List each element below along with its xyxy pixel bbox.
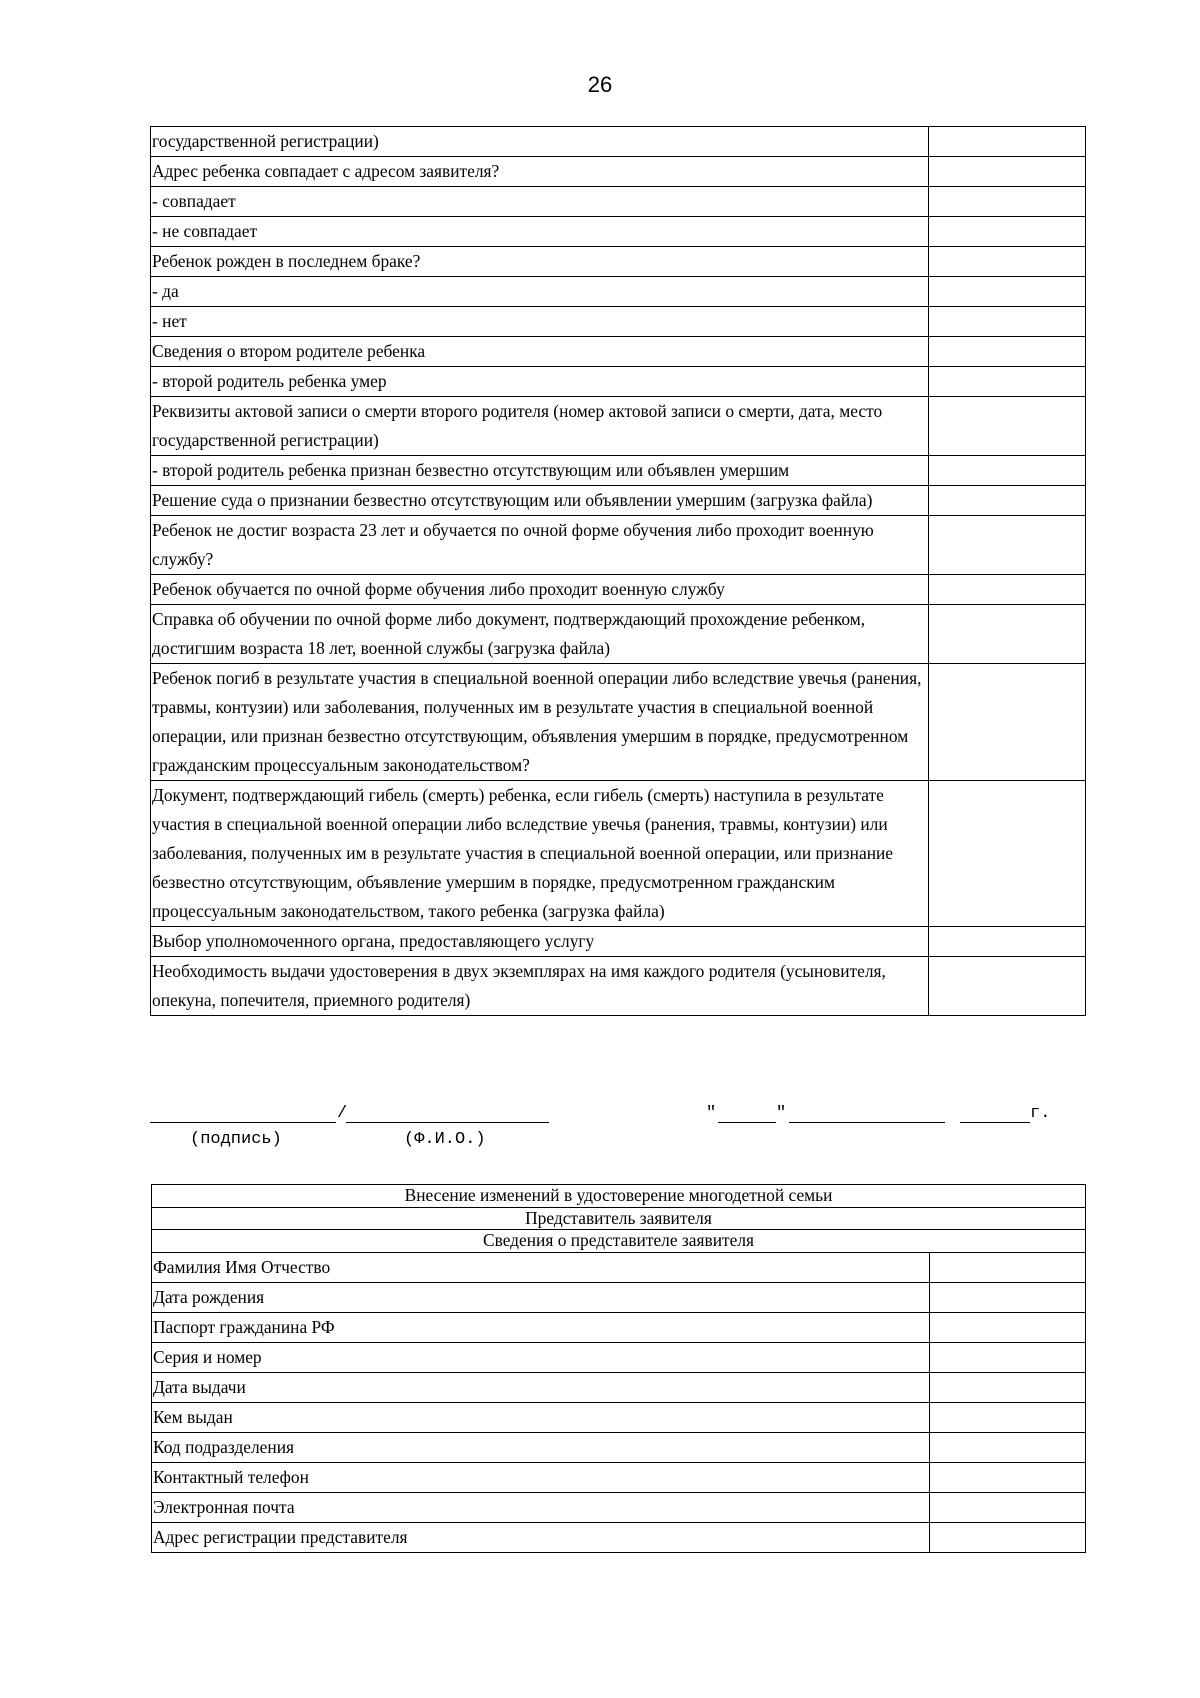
table-row bbox=[151, 217, 1086, 247]
page-number: 26 bbox=[587, 72, 613, 97]
table-row bbox=[152, 1492, 1086, 1522]
field-value-cell[interactable] bbox=[929, 927, 1086, 957]
table-row bbox=[151, 247, 1086, 277]
field-value-cell[interactable] bbox=[929, 605, 1086, 664]
field-value-cell[interactable] bbox=[929, 157, 1086, 187]
table-row bbox=[152, 1282, 1086, 1312]
field-label: - не совпадает bbox=[151, 217, 929, 247]
table-row bbox=[151, 456, 1086, 486]
table-row bbox=[152, 1312, 1086, 1342]
table-row bbox=[152, 1522, 1086, 1552]
table-row bbox=[152, 1342, 1086, 1372]
field-label: Дата рождения bbox=[152, 1282, 930, 1312]
field-label: Паспорт гражданина РФ bbox=[152, 1312, 930, 1342]
field-label: Кем выдан bbox=[152, 1402, 930, 1432]
field-label: Реквизиты актовой записи о смерти второго родителя (номер актовой записи о смерти, дата, место государственной регистрации) bbox=[151, 397, 929, 456]
section-header-representative: Представитель заявителя bbox=[152, 1207, 1086, 1230]
signature-caption: (подпись) bbox=[190, 1130, 282, 1149]
field-value-cell[interactable] bbox=[929, 486, 1086, 516]
field-label: - совпадает bbox=[151, 187, 929, 217]
signature-line[interactable] bbox=[150, 1122, 336, 1123]
field-value-cell[interactable] bbox=[930, 1252, 1086, 1282]
field-value-cell[interactable] bbox=[929, 217, 1086, 247]
field-value-cell[interactable] bbox=[929, 957, 1086, 1016]
field-label: Решение суда о признании безвестно отсутствующим или объявлении умершим (загрузка файла) bbox=[151, 486, 929, 516]
full-name-caption: (Ф.И.О.) bbox=[404, 1130, 486, 1149]
table-row bbox=[151, 307, 1086, 337]
field-label: Фамилия Имя Отчество bbox=[152, 1252, 930, 1282]
field-label: Ребенок погиб в результате участия в специальной военной операции либо вследствие увечья (ранения, травмы, контузии) или заболевания, полученных им в результате участия в специальной военной операции, или признан безвестно отсутствующим, объявления умершим в порядке, предусмотренном гражданским процессуальным законодательством? bbox=[151, 664, 929, 781]
field-label: Ребенок обучается по очной форме обучения либо проходит военную службу bbox=[151, 575, 929, 605]
field-value-cell[interactable] bbox=[929, 781, 1086, 927]
field-value-cell[interactable] bbox=[930, 1342, 1086, 1372]
field-value-cell[interactable] bbox=[929, 397, 1086, 456]
field-value-cell[interactable] bbox=[929, 516, 1086, 575]
field-value-cell[interactable] bbox=[929, 127, 1086, 157]
section-header-representative-info: Сведения о представителе заявителя bbox=[152, 1230, 1086, 1253]
date-quote-open: " bbox=[706, 1104, 717, 1123]
table-row bbox=[151, 277, 1086, 307]
date-quote-close: " bbox=[776, 1104, 787, 1123]
application-table bbox=[150, 126, 1086, 1016]
date-day-line[interactable] bbox=[718, 1122, 776, 1123]
field-value-cell[interactable] bbox=[929, 337, 1086, 367]
date-year-line[interactable] bbox=[960, 1122, 1030, 1123]
field-value-cell[interactable] bbox=[930, 1312, 1086, 1342]
field-label: Выбор уполномоченного органа, предоставляющего услугу bbox=[151, 927, 929, 957]
field-label: Ребенок не достиг возраста 23 лет и обучается по очной форме обучения либо проходит военную службу? bbox=[151, 516, 929, 575]
table-row bbox=[151, 397, 1086, 456]
table-row bbox=[152, 1402, 1086, 1432]
field-value-cell[interactable] bbox=[929, 277, 1086, 307]
field-label: - второй родитель ребенка признан безвестно отсутствующим или объявлен умершим bbox=[151, 456, 929, 486]
representative-table-body bbox=[152, 1185, 1086, 1553]
field-value-cell[interactable] bbox=[930, 1522, 1086, 1552]
table-row bbox=[151, 486, 1086, 516]
table-row bbox=[151, 516, 1086, 575]
field-label: государственной регистрации) bbox=[151, 127, 929, 157]
field-value-cell[interactable] bbox=[930, 1402, 1086, 1432]
table-row bbox=[151, 127, 1086, 157]
table-row bbox=[151, 927, 1086, 957]
table-row bbox=[151, 781, 1086, 927]
full-name-line[interactable] bbox=[346, 1122, 549, 1123]
field-label: Контактный телефон bbox=[152, 1462, 930, 1492]
table-row bbox=[152, 1462, 1086, 1492]
table-row bbox=[151, 367, 1086, 397]
field-label: Адрес ребенка совпадает с адресом заявителя? bbox=[151, 157, 929, 187]
field-value-cell[interactable] bbox=[929, 575, 1086, 605]
field-label: Необходимость выдачи удостоверения в двух экземплярах на имя каждого родителя (усыновителя, опекуна, попечителя, приемного родителя) bbox=[151, 957, 929, 1016]
date-month-line[interactable] bbox=[789, 1122, 945, 1123]
table-row bbox=[151, 157, 1086, 187]
field-label: Код подразделения bbox=[152, 1432, 930, 1462]
field-value-cell[interactable] bbox=[929, 664, 1086, 781]
field-value-cell[interactable] bbox=[929, 187, 1086, 217]
table-row bbox=[152, 1432, 1086, 1462]
table-row bbox=[151, 605, 1086, 664]
field-value-cell[interactable] bbox=[929, 247, 1086, 277]
table-row bbox=[151, 187, 1086, 217]
field-value-cell[interactable] bbox=[929, 367, 1086, 397]
section-header-changes: Внесение изменений в удостоверение многодетной семьи bbox=[152, 1185, 1086, 1208]
field-label: - второй родитель ребенка умер bbox=[151, 367, 929, 397]
field-value-cell[interactable] bbox=[930, 1282, 1086, 1312]
table-row bbox=[152, 1252, 1086, 1282]
table-row bbox=[152, 1372, 1086, 1402]
representative-table bbox=[151, 1184, 1086, 1553]
field-label: - да bbox=[151, 277, 929, 307]
table-row bbox=[151, 664, 1086, 781]
table-row bbox=[151, 337, 1086, 367]
field-value-cell[interactable] bbox=[930, 1432, 1086, 1462]
field-value-cell[interactable] bbox=[930, 1492, 1086, 1522]
application-table-body bbox=[151, 127, 1086, 1016]
field-label: - нет bbox=[151, 307, 929, 337]
field-label: Справка об обучении по очной форме либо документ, подтверждающий прохождение ребенком, достигшим возраста 18 лет, военной службы (загрузка файла) bbox=[151, 605, 929, 664]
field-value-cell[interactable] bbox=[929, 456, 1086, 486]
field-label: Серия и номер bbox=[152, 1342, 930, 1372]
field-label: Дата выдачи bbox=[152, 1372, 930, 1402]
field-label: Адрес регистрации представителя bbox=[152, 1522, 930, 1552]
field-label: Сведения о втором родителе ребенка bbox=[151, 337, 929, 367]
table-row bbox=[151, 575, 1086, 605]
field-value-cell[interactable] bbox=[930, 1372, 1086, 1402]
field-value-cell[interactable] bbox=[930, 1462, 1086, 1492]
signature-slash: / bbox=[337, 1104, 348, 1123]
field-value-cell[interactable] bbox=[929, 307, 1086, 337]
year-suffix: г. bbox=[1030, 1104, 1051, 1123]
field-label: Электронная почта bbox=[152, 1492, 930, 1522]
field-label: Ребенок рожден в последнем браке? bbox=[151, 247, 929, 277]
table-row bbox=[151, 957, 1086, 1016]
field-label: Документ, подтверждающий гибель (смерть) ребенка, если гибель (смерть) наступила в результате участия в специальной военной операции либо вследствие увечья (ранения, травмы, контузии) или заболевания, полученных им в результате участия в специальной военной операции, или признание безвестно отсутствующим, объявление умершим в порядке, предусмотренном гражданским процессуальным законодательством, такого ребенка (загрузка файла) bbox=[151, 781, 929, 927]
